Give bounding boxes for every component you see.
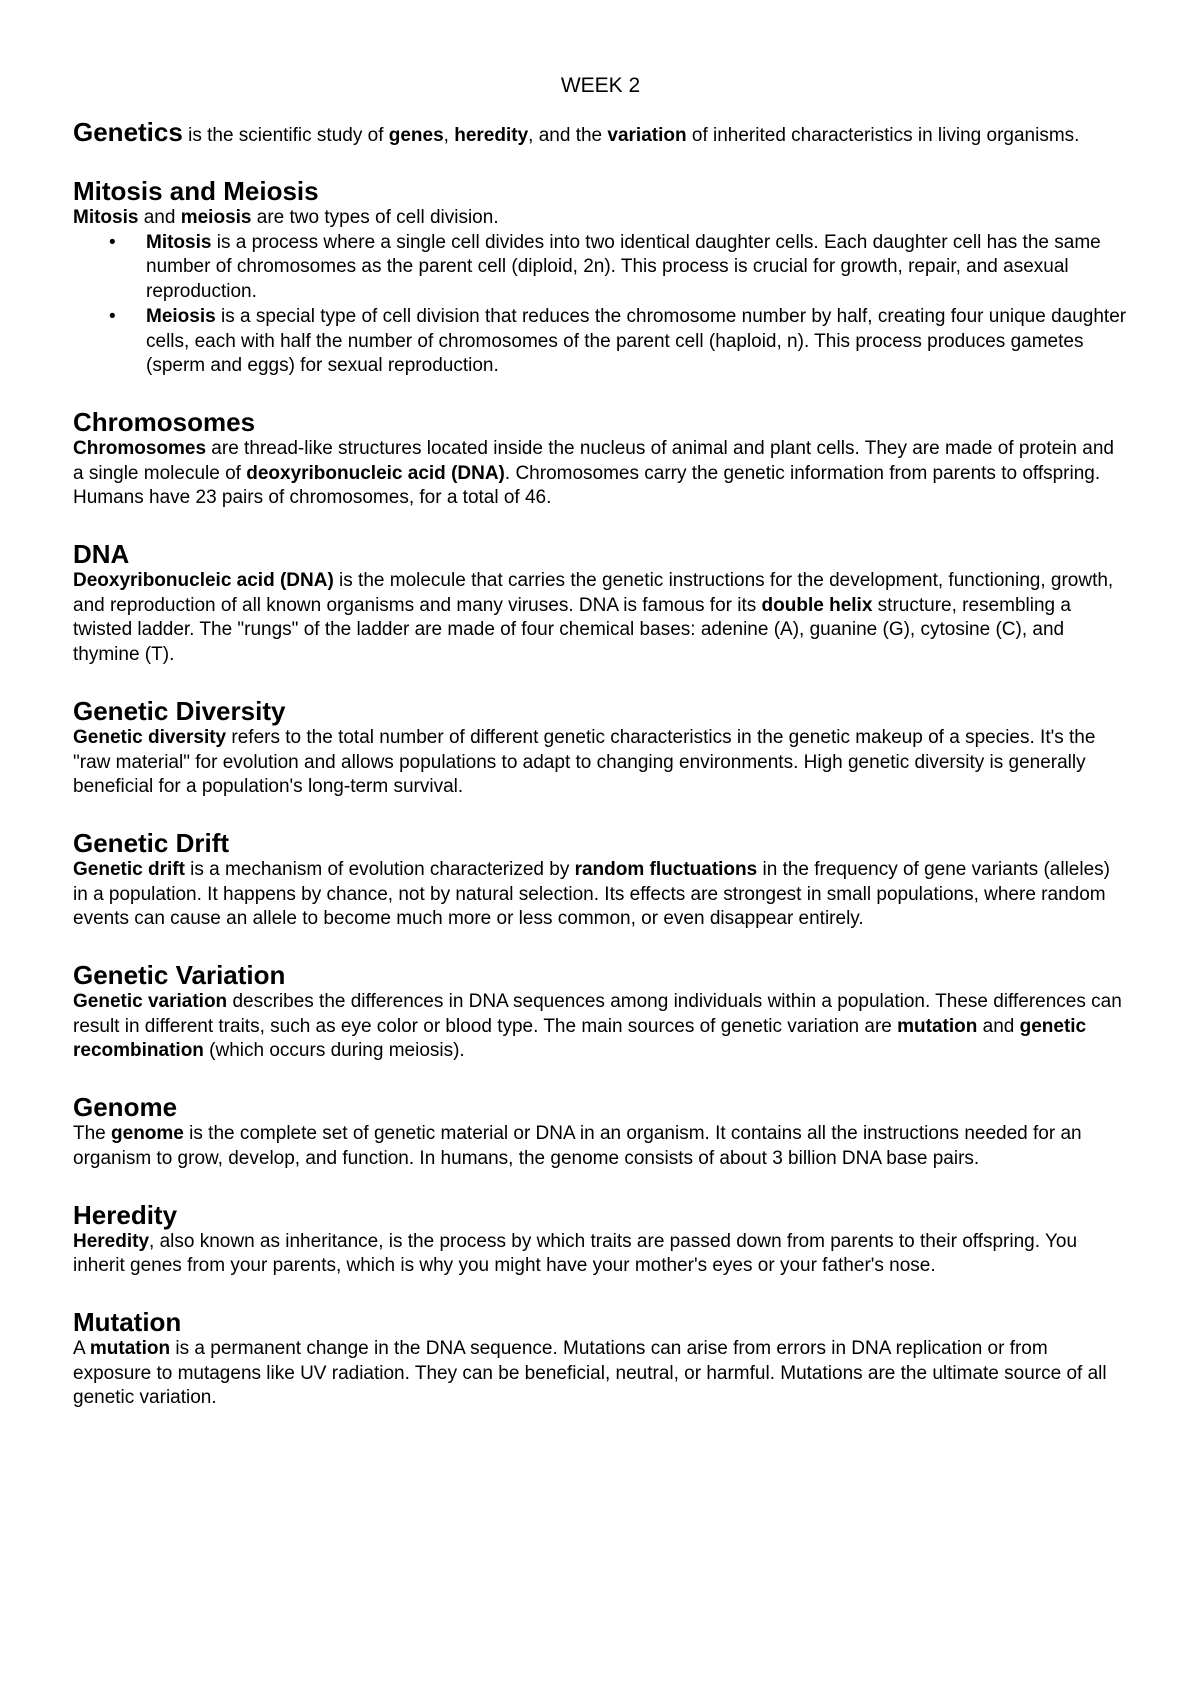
list-item: • Meiosis is a special type of cell division that reduces the chromosome number by half, creating four unique daughter cells, each with half the number of chromosomes of the parent cell (haploid, n). This process produces gametes (sperm and eggs) for sexual reproduction. bbox=[109, 305, 1127, 377]
section-body: Genetic drift is a mechanism of evolution characterized by random fluctuations in the frequency of gene variants (alleles) in a population. It happens by chance, not by natural selection. Its effects are strongest in small populations, where random events can cause an allele to become much more or less common, or even disappear entirely. bbox=[73, 858, 1110, 930]
section-heading: Genome bbox=[73, 1092, 178, 1123]
section-heading: Genetic Diversity bbox=[73, 695, 286, 726]
section-heading: Genetic Variation bbox=[73, 960, 286, 991]
section-genetic-variation bbox=[73, 960, 1128, 1064]
intro-lead-term: Genetics bbox=[73, 117, 183, 147]
list-item: • Mitosis is a process where a single cell divides into two identical daughter cells. Each daughter cell has the same number of chromosomes as the parent cell (diploid, 2n). This process is crucial for growth, repair, and asexual reproduction. bbox=[109, 231, 1101, 303]
section-dna bbox=[73, 539, 1128, 668]
section-genetic-diversity bbox=[73, 696, 1128, 800]
section-body: Genetic variation describes the differences in DNA sequences among individuals within a population. These differences can result in different traits, such as eye color or blood type. The main sources of genetic variation are mutation and genetic recombination (which occurs during meiosis). bbox=[73, 991, 1122, 1062]
bullet-list bbox=[73, 231, 1128, 379]
term-genes: genes bbox=[388, 125, 444, 146]
section-body: Genetic diversity refers to the total number of different genetic characteristics in the genetic makeup of a species. It's the "raw material" for evolution and allows populations to adapt to changing environments. High genetic diversity is generally beneficial for a population's long-term survival. bbox=[73, 726, 1096, 798]
section-body: Heredity, also known as inheritance, is the process by which traits are passed down from parents to their offspring. You inherit genes from your parents, which is why you might have your mother's eyes or your father's nose. bbox=[73, 1230, 1078, 1277]
section-genome bbox=[73, 1092, 1128, 1171]
section-genetic-drift bbox=[73, 828, 1128, 932]
section-heading: DNA bbox=[73, 539, 130, 570]
section-heading: Genetic Drift bbox=[73, 827, 230, 858]
section-heading: Chromosomes bbox=[73, 406, 256, 437]
section-body: A mutation is a permanent change in the DNA sequence. Mutations can arise from errors in DNA replication or from exposure to mutagens like UV radiation. They can be beneficial, neutral, or harmful. Mutations are the ultimate source of all genetic variation. bbox=[73, 1337, 1107, 1409]
section-mitosis-meiosis bbox=[73, 176, 1128, 379]
bullet-icon: • bbox=[109, 231, 116, 253]
section-body: The genome is the complete set of genetic material or DNA in an organism. It contains all the instructions needed for an organism to grow, develop, and function. In humans, the genome consists of about 3 billion DNA base pairs. bbox=[73, 1123, 1082, 1169]
document-title: WEEK 2 bbox=[560, 74, 641, 97]
section-heading: Mutation bbox=[73, 1306, 182, 1337]
section-body: Deoxyribonucleic acid (DNA) is the molecule that carries the genetic instructions for the development, functioning, growth, and reproduction of all known organisms and many viruses. DNA is famous for its double helix structure, resembling a twisted ladder. The "rungs" of the ladder are made of four chemical bases: adenine (A), guanine (G), cytosine (C), and thymine (T). bbox=[73, 570, 1114, 666]
section-body: Mitosis and meiosis are two types of cell division. bbox=[73, 207, 499, 228]
section-chromosomes bbox=[73, 407, 1128, 511]
section-mutation bbox=[73, 1307, 1128, 1411]
section-heredity bbox=[73, 1200, 1128, 1279]
bullet-icon: • bbox=[109, 305, 116, 327]
section-heading: Heredity bbox=[73, 1199, 178, 1230]
term-variation: variation bbox=[607, 125, 687, 146]
term-heredity: heredity bbox=[454, 125, 529, 146]
intro-paragraph: Genetics is the scientific study of genes, heredity, and the variation of inherited characteristics in living organisms. bbox=[73, 117, 1080, 147]
section-heading: Mitosis and Meiosis bbox=[73, 176, 319, 206]
section-body: Chromosomes are thread-like structures located inside the nucleus of animal and plant cells. They are made of protein and a single molecule of deoxyribonucleic acid (DNA). Chromosomes carry the genetic information from parents to offspring. Humans have 23 pairs of chromosomes, for a total of 46. bbox=[73, 437, 1114, 509]
